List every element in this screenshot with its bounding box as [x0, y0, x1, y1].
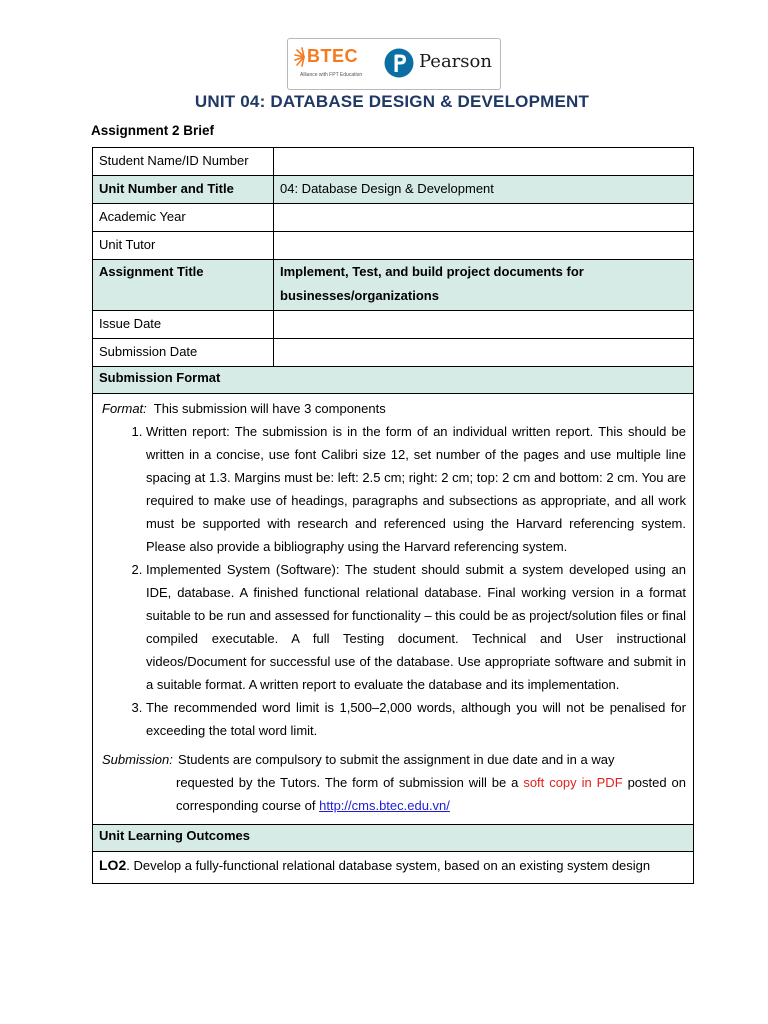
label-issue-date: Issue Date — [93, 311, 274, 339]
lo-text: . Develop a fully-functional relational database system, based on an existing system design — [126, 858, 651, 873]
table-row — [93, 176, 694, 204]
label-submission-date: Submission Date — [93, 339, 274, 367]
table-row — [93, 367, 694, 394]
submission-format-heading: Submission Format — [93, 367, 694, 394]
submission-label: Submission: — [102, 752, 173, 767]
logo-banner — [287, 38, 501, 90]
lo-code: LO2 — [99, 857, 127, 873]
components-list — [102, 420, 686, 742]
table-row — [93, 852, 694, 884]
btec-tagline: Alliance with FPT Education — [300, 72, 363, 78]
table-row — [93, 232, 694, 260]
list-item: 2. Implemented System (Software): The student should submit a system developed using an IDE, database. A finished functional relational database. Final working version in a format suitable to be run and assessed for functionality – this could be as project/solution files or final compiled executable. A full Testing document. Technical and User instructional videos/Document for successful use of the database. Use appropriate software and submit in a suitable format. A written report to evaluate the database and its implementation. — [146, 558, 686, 696]
format-label: Format: — [102, 401, 147, 416]
btec-logo — [294, 45, 366, 83]
cms-link[interactable]: http://cms.btec.edu.vn/ — [319, 798, 450, 813]
table-row — [93, 311, 694, 339]
table-row — [93, 148, 694, 176]
btec-sunburst-icon — [294, 47, 308, 67]
submission-text-1: Students are compulsory to submit the assignment in due date and in a way — [178, 752, 615, 767]
value-assignment-title: Implement, Test, and build project documents for businesses/organizations — [274, 260, 694, 311]
page-title: UNIT 04: DATABASE DESIGN & DEVELOPMENT — [194, 92, 590, 111]
value-unit-tutor — [274, 232, 694, 260]
format-text: This submission will have 3 components — [153, 401, 386, 416]
table-row — [93, 394, 694, 825]
label-student: Student Name/ID Number — [93, 148, 274, 176]
submission-format-body — [93, 394, 694, 825]
format-line — [102, 397, 686, 420]
table-row — [93, 825, 694, 852]
list-item: 1. Written report: The submission is in the form of an individual written report. This should be written in a concise, use font Calibri size 12, set number of the pages and use multiple line spacing at 1.3. Margins must be: left: 2.5 cm; right: 2 cm; top: 2 cm and bottom: 2 cm. You are required to make use of headings, paragraphs and subsections as appropriate, and all work must be supported with research and referenced using the Harvard referencing system. Please also provide a bibliography using the Harvard referencing system. — [146, 420, 686, 558]
value-student — [274, 148, 694, 176]
assignment-brief-table — [92, 147, 694, 884]
value-academic-year — [274, 204, 694, 232]
submission-continued — [102, 771, 686, 817]
label-academic-year: Academic Year — [93, 204, 274, 232]
value-issue-date — [274, 311, 694, 339]
learning-outcomes-heading: Unit Learning Outcomes — [93, 825, 694, 852]
brief-label: Assignment 2 Brief — [91, 123, 215, 138]
value-unit: 04: Database Design & Development — [274, 176, 694, 204]
table-row — [93, 260, 694, 311]
submission-text-3: posted on corresponding course of — [176, 775, 686, 813]
learning-outcome-lo2 — [93, 852, 694, 884]
table-row — [93, 339, 694, 367]
label-unit-tutor: Unit Tutor — [93, 232, 274, 260]
pearson-logo-icon — [384, 48, 414, 78]
value-submission-date — [274, 339, 694, 367]
pearson-wordmark: Pearson — [419, 51, 492, 72]
submission-text-2: requested by the Tutors. The form of submission will be a — [176, 775, 519, 790]
submission-block — [102, 748, 686, 817]
label-unit: Unit Number and Title — [93, 176, 274, 204]
table-row — [93, 204, 694, 232]
list-item: 3. The recommended word limit is 1,500–2,000 words, although you will not be penalised for exceeding the total word limit. — [146, 696, 686, 742]
label-assignment-title: Assignment Title — [93, 260, 274, 311]
btec-wordmark: BTEC — [307, 46, 358, 66]
soft-copy-highlight: soft copy in PDF — [523, 775, 623, 790]
